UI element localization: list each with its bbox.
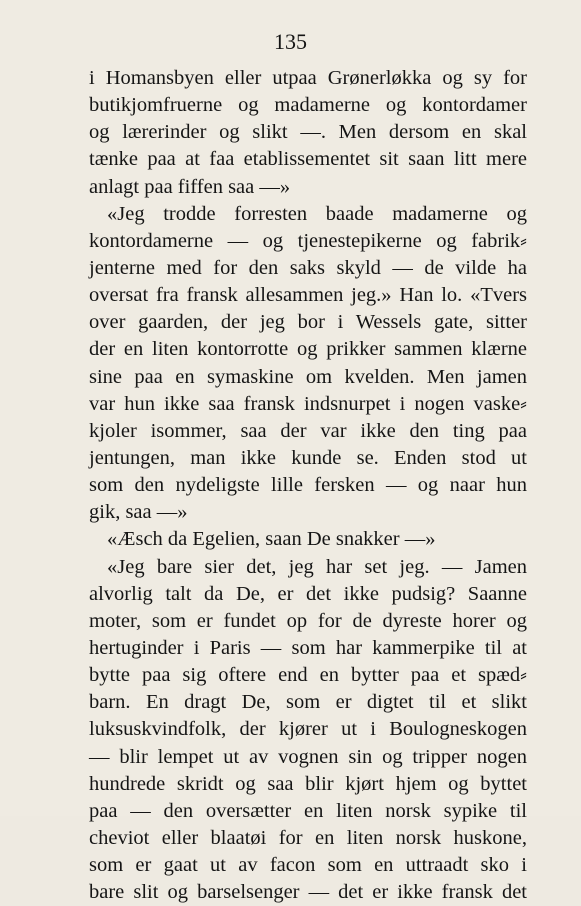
text-line: paa — den oversætter en liten norsk sypike til	[89, 799, 527, 822]
text-line: i Homansbyen eller utpaa Grønerløkka og sy for	[89, 67, 527, 89]
text-line: «Jeg trodde forresten baade madamerne og	[107, 202, 527, 225]
text-line: oversat fra fransk allesammen jeg.» Han lo. «Tvers	[89, 284, 527, 307]
text-line: gik, saa —»	[89, 501, 188, 524]
text-line: jentungen, man ikke kunde se. Enden stod ut	[89, 446, 527, 469]
text-line: «Jeg bare sier det, jeg har set jeg. — Jamen	[107, 555, 527, 578]
page-number: 135	[274, 29, 307, 54]
text-line: der en liten kontorrotte og prikker sammen klærne	[89, 338, 527, 361]
text-line: jenterne med for den saks skyld — de vilde ha	[89, 256, 527, 279]
text-line: cheviot eller blaatøi for en liten norsk huskone,	[89, 826, 527, 849]
text-line: anlagt paa fiffen saa —»	[89, 175, 291, 198]
text-line: bytte paa sig oftere end en bytter paa et spæd⸗	[89, 664, 527, 687]
text-line: bare slit og barselsenger — det er ikke fransk det	[89, 881, 527, 904]
text-line: over gaarden, der jeg bor i Wessels gate, sitter	[89, 311, 527, 334]
text-line: sine paa en symaskine om kvelden. Men jamen	[89, 365, 527, 388]
text-line: tænke paa at faa etablissementet sit saan litt mere	[89, 148, 527, 171]
text-line: alvorlig talt da De, er det ikke pudsig? Saanne	[89, 582, 527, 605]
text-line: luksuskvindfolk, der kjører ut i Boulogneskogen	[89, 718, 527, 741]
text-line: butikjomfruerne og madamerne og kontordamer	[89, 94, 527, 117]
text-line: hundrede skridt og saa blir kjørt hjem og byttet	[89, 772, 527, 795]
text-line: som den nydeligste lille fersken — og naar hun	[89, 474, 527, 497]
text-line: — blir lempet ut av vognen sin og tripper nogen	[89, 745, 527, 768]
text-line: kontordamerne — og tjenestepikerne og fabrik⸗	[89, 229, 527, 252]
text-line: moter, som er fundet op for de dyreste horer og	[89, 609, 527, 632]
text-line: kjoler isommer, saa der var ikke den ting paa	[89, 419, 527, 442]
body-text	[89, 65, 527, 906]
text-line: var hun ikke saa fransk indsnurpet i nogen vaske⸗	[89, 392, 527, 415]
text-line: «Æsch da Egelien, saan De snakker —»	[107, 528, 436, 551]
text-line: hertuginder i Paris — som har kammerpike til at	[89, 636, 527, 659]
text-line: barn. En dragt De, som er digtet til et slikt	[89, 691, 527, 714]
text-line: og lærerinder og slikt —. Men dersom en skal	[89, 121, 527, 144]
text-line: som er gaat ut av facon som en uttraadt sko i	[89, 854, 527, 877]
